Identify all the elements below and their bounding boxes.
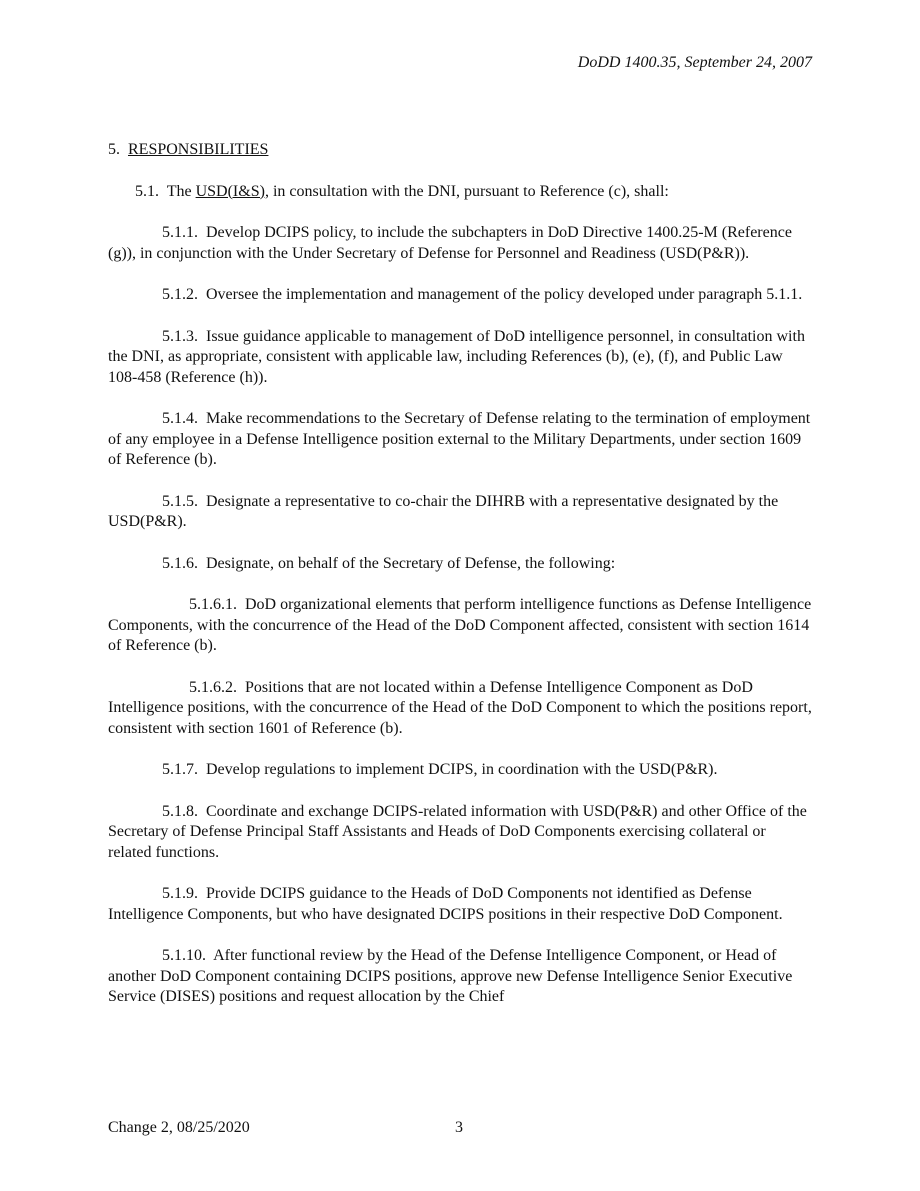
paragraph-5-1-2 [108, 285, 812, 306]
paragraph-text: Issue guidance applicable to management of DoD intelligence personnel, in consultation with the DNI, as appropriate, consistent with applicable law, including References (b), (e), (f), and Public Law 108-458 (Reference (h)). [108, 327, 805, 386]
paragraph-text: Oversee the implementation and management of the policy developed under paragraph 5.1.1. [206, 286, 803, 303]
intro-post: , in consultation with the DNI, pursuant to Reference (c), shall: [264, 182, 669, 200]
page-body [108, 140, 812, 1029]
paragraph-number: 5.1.9. [162, 885, 198, 902]
paragraph-text: Develop regulations to implement DCIPS, in coordination with the USD(P&R). [206, 761, 718, 778]
paragraph-number: 5.1.6.1. [189, 596, 237, 613]
paragraph-5-1-10 [108, 946, 812, 1008]
paragraph-5-1-6-1 [108, 595, 812, 657]
paragraph-number: 5.1. [135, 182, 159, 200]
paragraph-text: Designate, on behalf of the Secretary of Defense, the following: [206, 554, 616, 572]
section-number: 5. [108, 141, 120, 158]
paragraph-text: Make recommendations to the Secretary of Defense relating to the termination of employment of any employee in a Defense Intelligence position external to the Military Departments, under section 1609 of Reference (b). [108, 410, 811, 468]
paragraph-number: 5.1.6.2. [189, 678, 237, 696]
paragraph-number: 5.1.8. [162, 802, 198, 820]
section-heading [108, 140, 812, 161]
intro-actor: USD(I&S) [195, 182, 265, 200]
document-header: DoDD 1400.35, September 24, 2007 [577, 54, 812, 71]
paragraph-text: Designate a representative to co-chair the DIHRB with a representative designated by the USD(P&R). [108, 492, 779, 530]
paragraph-number: 5.1.7. [162, 761, 198, 778]
paragraph-5-1-3 [108, 327, 812, 389]
paragraph-text: Provide DCIPS guidance to the Heads of DoD Components not identified as Defense Intelligence Components, but who have designated DCIPS positions in their respective DoD Component. [108, 885, 783, 923]
paragraph-5-1 [108, 182, 812, 203]
paragraph-text: DoD organizational elements that perform intelligence functions as Defense Intelligence Components, with the concurrence of the Head of the DoD Component affected, consistent with section 1614 of Reference (b). [108, 596, 812, 654]
paragraph-number: 5.1.6. [162, 554, 198, 572]
paragraph-text: After functional review by the Head of the Defense Intelligence Component, or Head of another DoD Component containing DCIPS positions, approve new Defense Intelligence Senior Executive Service (DISES) positions and request allocation by the Chief [108, 947, 793, 1005]
paragraph-5-1-4 [108, 409, 812, 471]
paragraph-number: 5.1.3. [162, 327, 198, 345]
paragraph-5-1-6-2 [108, 678, 812, 740]
paragraph-5-1-1 [108, 223, 812, 264]
paragraph-5-1-5 [108, 492, 812, 533]
section-title: RESPONSIBILITIES [128, 141, 269, 158]
paragraph-number: 5.1.2. [162, 286, 198, 303]
intro-pre: The [166, 182, 192, 200]
paragraph-number: 5.1.5. [162, 492, 198, 510]
paragraph-text: Positions that are not located within a Defense Intelligence Component as DoD Intelligence positions, with the concurrence of the Head of the DoD Component to which the positions report, consistent with section 1601 of Reference (b). [108, 678, 812, 737]
paragraph-5-1-7 [108, 760, 812, 781]
paragraph-text: Coordinate and exchange DCIPS-related information with USD(P&R) and other Office of the Secretary of Defense Principal Staff Assistants and Heads of DoD Components exercising collateral or related functions. [108, 802, 807, 861]
change-notice: Change 2, 08/25/2020 [108, 1119, 250, 1136]
paragraph-number: 5.1.4. [162, 410, 198, 427]
paragraph-text: Develop DCIPS policy, to include the subchapters in DoD Directive 1400.25-M (Reference (g)), in conjunction with the Under Secretary of Defense for Personnel and Readiness (USD(P&R)). [108, 224, 792, 262]
paragraph-number: 5.1.1. [162, 224, 198, 241]
paragraph-number: 5.1.10. [162, 947, 206, 964]
paragraph-5-1-8 [108, 802, 812, 864]
page-number: 3 [455, 1119, 463, 1136]
paragraph-5-1-6 [108, 554, 812, 575]
paragraph-5-1-9 [108, 884, 812, 925]
